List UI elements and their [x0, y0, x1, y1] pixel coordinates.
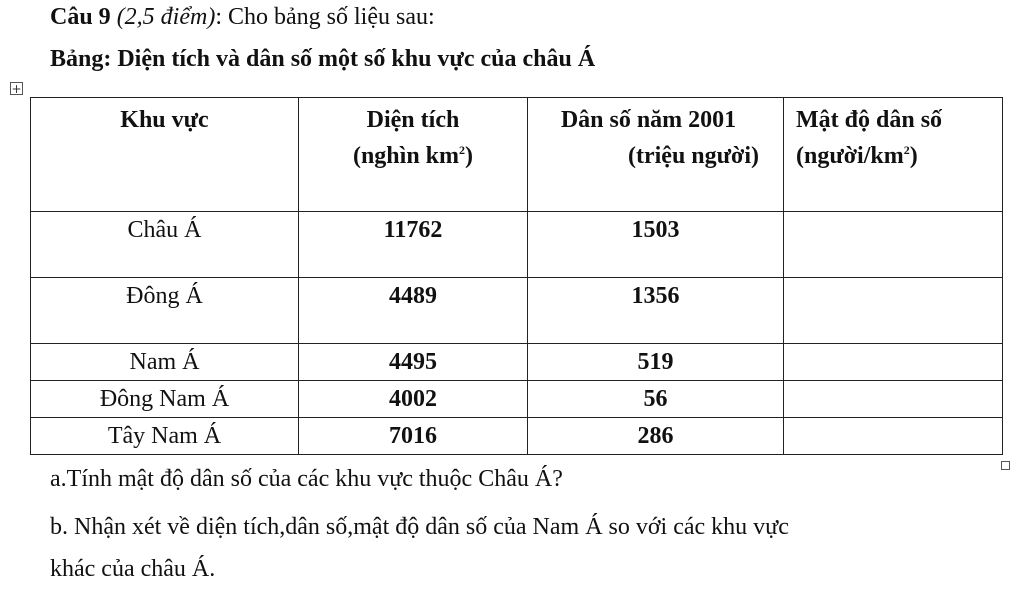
region-cell: Đông Á [31, 278, 299, 344]
population-cell: 519 [528, 344, 784, 381]
area-cell: 4489 [299, 278, 528, 344]
header-density-title: Mật độ dân số [796, 107, 943, 133]
density-cell[interactable] [784, 344, 1003, 381]
header-population [528, 98, 784, 212]
table-move-handle-icon[interactable]: + [11, 82, 22, 96]
density-cell[interactable] [784, 418, 1003, 455]
table-header-row [31, 98, 1003, 212]
data-table [30, 97, 1003, 455]
header-population-title: Dân số năm 2001 [560, 107, 737, 133]
region-cell: Châu Á [31, 212, 299, 278]
header-area-title: Diện tích [366, 107, 460, 133]
population-cell: 1503 [528, 212, 784, 278]
density-cell[interactable] [784, 278, 1003, 344]
density-cell[interactable] [784, 212, 1003, 278]
region-cell: Nam Á [31, 344, 299, 381]
area-cell: 4495 [299, 344, 528, 381]
header-density [784, 98, 1003, 212]
question-heading [50, 4, 435, 31]
population-cell: 286 [528, 418, 784, 455]
header-area [299, 98, 528, 212]
area-cell: 4002 [299, 381, 528, 418]
question-intro: : Cho bảng số liệu sau: [215, 4, 435, 30]
table-row [31, 212, 1003, 278]
population-cell: 1356 [528, 278, 784, 344]
table-row [31, 278, 1003, 344]
table-row [31, 418, 1003, 455]
header-density-unit: $(người/km^2)$ [796, 143, 918, 169]
question-a: a.Tính mật độ dân số của các khu vực thuộc Châu Á? [50, 466, 563, 492]
area-cell: 7016 [299, 418, 528, 455]
question-b-line2: khác của châu Á. [50, 556, 216, 582]
question-number: Câu 9 [50, 4, 111, 30]
header-area-unit: (nghìn $km^2$) [352, 143, 474, 169]
population-cell: 56 [528, 381, 784, 418]
question-b-line1: b. Nhận xét về diện tích,dân số,mật độ dân số của Nam Á so với các khu vực [50, 514, 789, 540]
region-cell: Tây Nam Á [31, 418, 299, 455]
table-title: Bảng: Diện tích và dân số một số khu vực của châu Á [50, 46, 596, 72]
density-cell[interactable] [784, 381, 1003, 418]
table-resize-handle-icon[interactable] [1001, 461, 1010, 470]
header-population-unit: (triệu người) [627, 143, 759, 169]
header-region: Khu vực [31, 98, 299, 212]
table-row [31, 344, 1003, 381]
area-cell: 11762 [299, 212, 528, 278]
table-row [31, 381, 1003, 418]
region-cell: Đông Nam Á [31, 381, 299, 418]
question-points: (2,5 điểm) [116, 4, 216, 30]
